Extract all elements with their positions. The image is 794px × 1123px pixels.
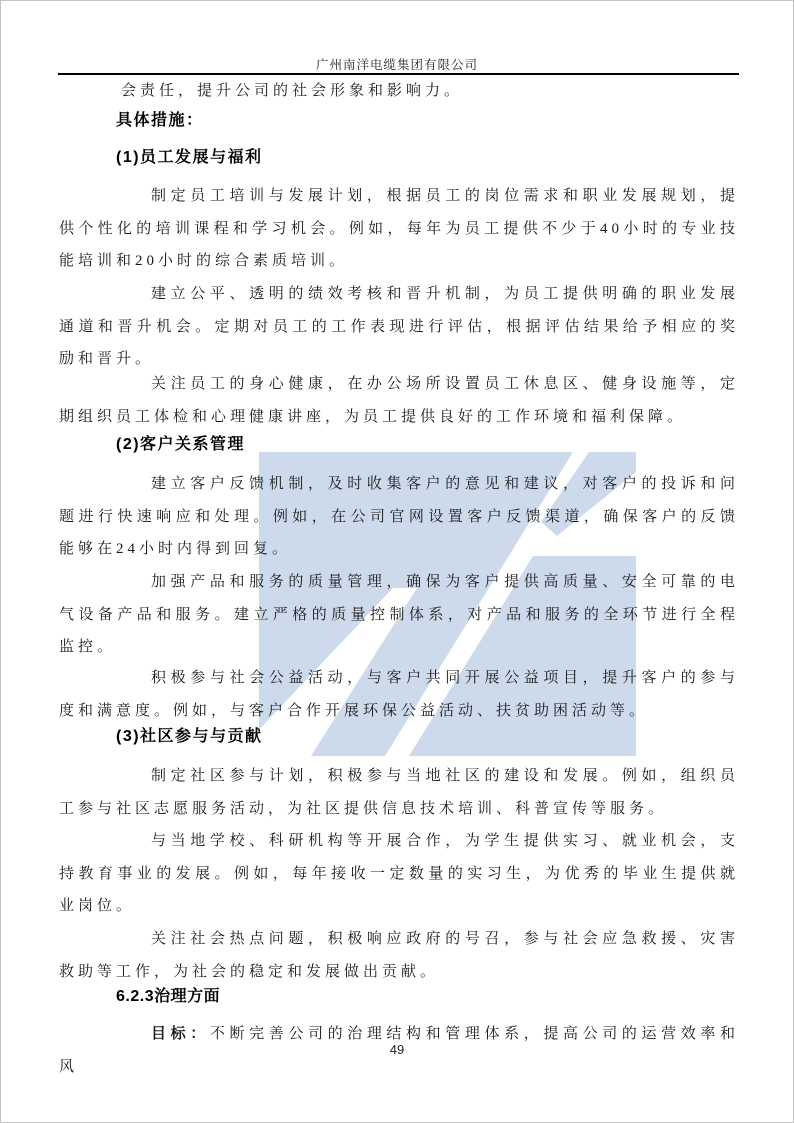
header-rule — [58, 73, 739, 75]
paragraph-employee-2: 建立公平、透明的绩效考核和晋升机制，为员工提供明确的职业发展通道和晋升机会。定期对员工的工作表现进行评估，根据评估结果给予相应的奖励和晋升。 — [59, 286, 739, 368]
paragraph-employee-3: 关注员工的身心健康，在办公场所设置员工休息区、健身设施等，定期组织员工体检和心理健康讲座，为员工提供良好的工作环境和福利保障。 — [59, 376, 739, 425]
heading-customer-relations: (2)客户关系管理 — [116, 436, 246, 453]
page-header-company-name: 广州南洋电缆集团有限公司 — [315, 58, 478, 72]
paragraph-community-3: 关注社会热点问题，积极响应政府的号召，参与社会应急救援、灾害救助等工作，为社会的稳定和发展做出贡献。 — [59, 931, 739, 980]
paragraph-employee-1: 制定员工培训与发展计划，根据员工的岗位需求和职业发展规划，提供个性化的培训课程和学习机会。例如，每年为员工提供不少于40小时的专业技能培训和20小时的综合素质培训。 — [59, 188, 739, 270]
paragraph-community-2: 与当地学校、科研机构等开展合作，为学生提供实习、就业机会，支持教育事业的发展。例如，每年接收一定数量的实习生，为优秀的毕业生提供就业岗位。 — [59, 833, 739, 915]
goal-text: 不断完善公司的治理结构和管理体系，提高公司的运营效率和风 — [59, 1026, 739, 1075]
goal-label: 目标： — [151, 1025, 210, 1042]
paragraph-community-1: 制定社区参与计划，积极参与当地社区的建设和发展。例如，组织员工参与社区志愿服务活动，为社区提供信息技术培训、科普宣传等服务。 — [59, 768, 739, 817]
heading-employee-welfare: (1)员工发展与福利 — [116, 149, 263, 166]
paragraph-customer-3: 积极参与社会公益活动，与客户共同开展公益项目，提升客户的参与度和满意度。例如，与客户合作开展环保公益活动、扶贫助困活动等。 — [59, 670, 739, 719]
paragraph-continuation: 会责任，提升公司的社会形象和影响力。 — [121, 83, 464, 99]
paragraph-customer-1: 建立客户反馈机制，及时收集客户的意见和建议，对客户的投诉和问题进行快速响应和处理。例如，在公司官网设置客户反馈渠道，确保客户的反馈能够在24小时内得到回复。 — [59, 476, 739, 558]
paragraph-customer-2: 加强产品和服务的质量管理，确保为客户提供高质量、安全可靠的电气设备产品和服务。建立严格的质量控制体系，对产品和服务的全环节进行全程监控。 — [59, 574, 739, 656]
page-number: 49 — [389, 1042, 405, 1057]
heading-measures: 具体措施： — [116, 112, 204, 129]
heading-community-contribution: (3)社区参与与贡献 — [116, 728, 263, 745]
heading-governance: 6.2.3治理方面 — [116, 988, 221, 1005]
